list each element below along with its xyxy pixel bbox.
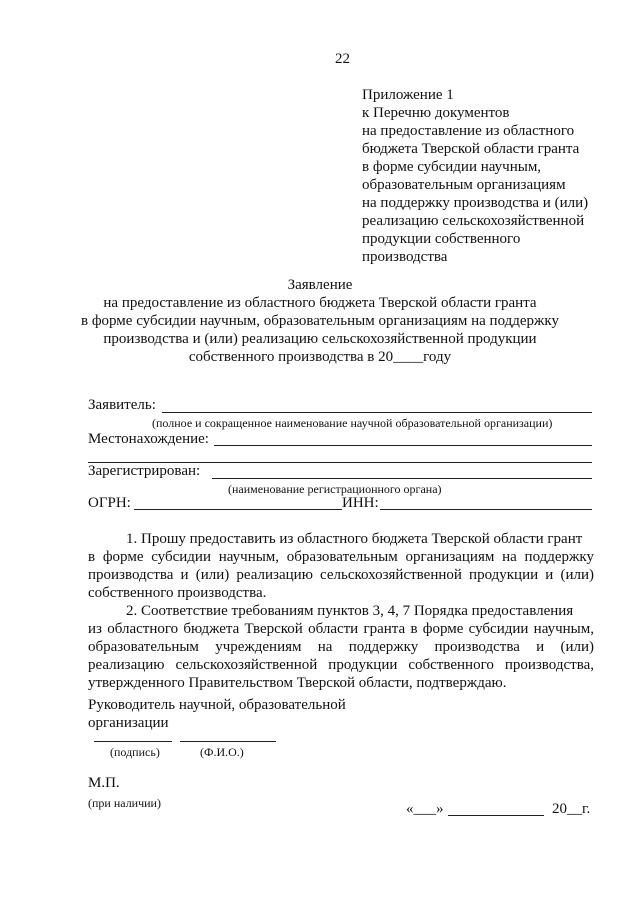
appendix-line: на поддержку производства и (или) <box>362 195 589 211</box>
signature-hint: (подпись) <box>110 745 160 759</box>
appendix-line: к Перечню документов <box>362 105 510 121</box>
paragraph-2-line: из областного бюджета Тверской области гранта в форме субсидии научным, <box>88 621 594 637</box>
appendix-line: производства <box>362 249 448 265</box>
page-number: 22 <box>335 51 350 67</box>
appendix-block <box>362 86 588 266</box>
paragraph-1-line: производства и (или) реализацию сельскохозяйственной продукции и (или) <box>88 567 594 583</box>
appendix-line: реализацию сельскохозяйственной <box>362 213 585 229</box>
ogrn-input-line[interactable] <box>134 509 342 510</box>
date-month-line[interactable] <box>448 815 544 816</box>
head-title-line-2: организации <box>88 715 169 731</box>
statement-title-line: собственного производства в 20____году <box>188 349 452 365</box>
appendix-line: образовательным организациям <box>362 177 566 193</box>
appendix-line: бюджета Тверской области гранта <box>362 141 580 157</box>
applicant-label: Заявитель: <box>88 397 156 413</box>
paragraph-2-line: утвержденного Правительством Тверской области, подтверждаю. <box>88 675 507 691</box>
paragraph-1-line: в форме субсидии научным, образовательным организациям на поддержку <box>88 549 594 565</box>
statement-title-line: производства и (или) реализацию сельскохозяйственной продукции <box>103 331 537 347</box>
statement-title-line: в форме субсидии научным, образовательным организациям на поддержку <box>80 313 559 329</box>
registered-input-line[interactable] <box>212 478 592 479</box>
paragraph-2 <box>88 602 594 692</box>
location-label: Местонахождение: <box>88 431 209 447</box>
date-day: «___» <box>406 801 444 817</box>
full-name-hint: (Ф.И.О.) <box>200 745 244 759</box>
statement-title-line: на предоставление из областного бюджета Тверской области гранта <box>103 295 537 311</box>
registered-label: Зарегистрирован: <box>88 463 201 479</box>
location-input-line[interactable] <box>214 445 592 446</box>
paragraph-2-line: образовательным учреждениям на поддержку производства и (или) <box>88 639 594 655</box>
paragraph-1-line: собственного производства. <box>88 585 267 601</box>
inn-label: ИНН: <box>342 495 379 511</box>
inn-input-line[interactable] <box>380 509 592 510</box>
statement-heading: Заявление <box>287 277 353 293</box>
seal-hint: (при наличии) <box>88 796 161 810</box>
appendix-line: на предоставление из областного <box>362 123 575 139</box>
appendix-line: Приложение 1 <box>362 87 454 103</box>
statement-title <box>60 276 580 366</box>
appendix-line: в форме субсидии научным, <box>362 159 542 175</box>
paragraph-2-line: реализацию сельскохозяйственной продукции собственного производства, <box>88 657 594 673</box>
registered-hint: (наименование регистрационного органа) <box>228 482 442 496</box>
full-name-line[interactable] <box>180 741 276 742</box>
paragraph-1-line: 1. Прошу предоставить из областного бюджета Тверской области грант <box>126 531 583 547</box>
paragraph-1 <box>88 530 594 602</box>
applicant-hint: (полное и сокращенное наименование научной образовательной организации) <box>152 416 553 430</box>
paragraph-2-line: 2. Соответствие требованиям пунктов 3, 4, 7 Порядка предоставления <box>126 603 574 619</box>
head-title-line-1: Руководитель научной, образовательной <box>88 697 346 713</box>
applicant-input-line[interactable] <box>162 412 592 413</box>
signature-line[interactable] <box>94 741 172 742</box>
ogrn-label: ОГРН: <box>88 495 131 511</box>
date-year: 20__г. <box>552 801 591 817</box>
seal-label: М.П. <box>88 775 120 791</box>
appendix-line: продукции собственного <box>362 231 521 247</box>
